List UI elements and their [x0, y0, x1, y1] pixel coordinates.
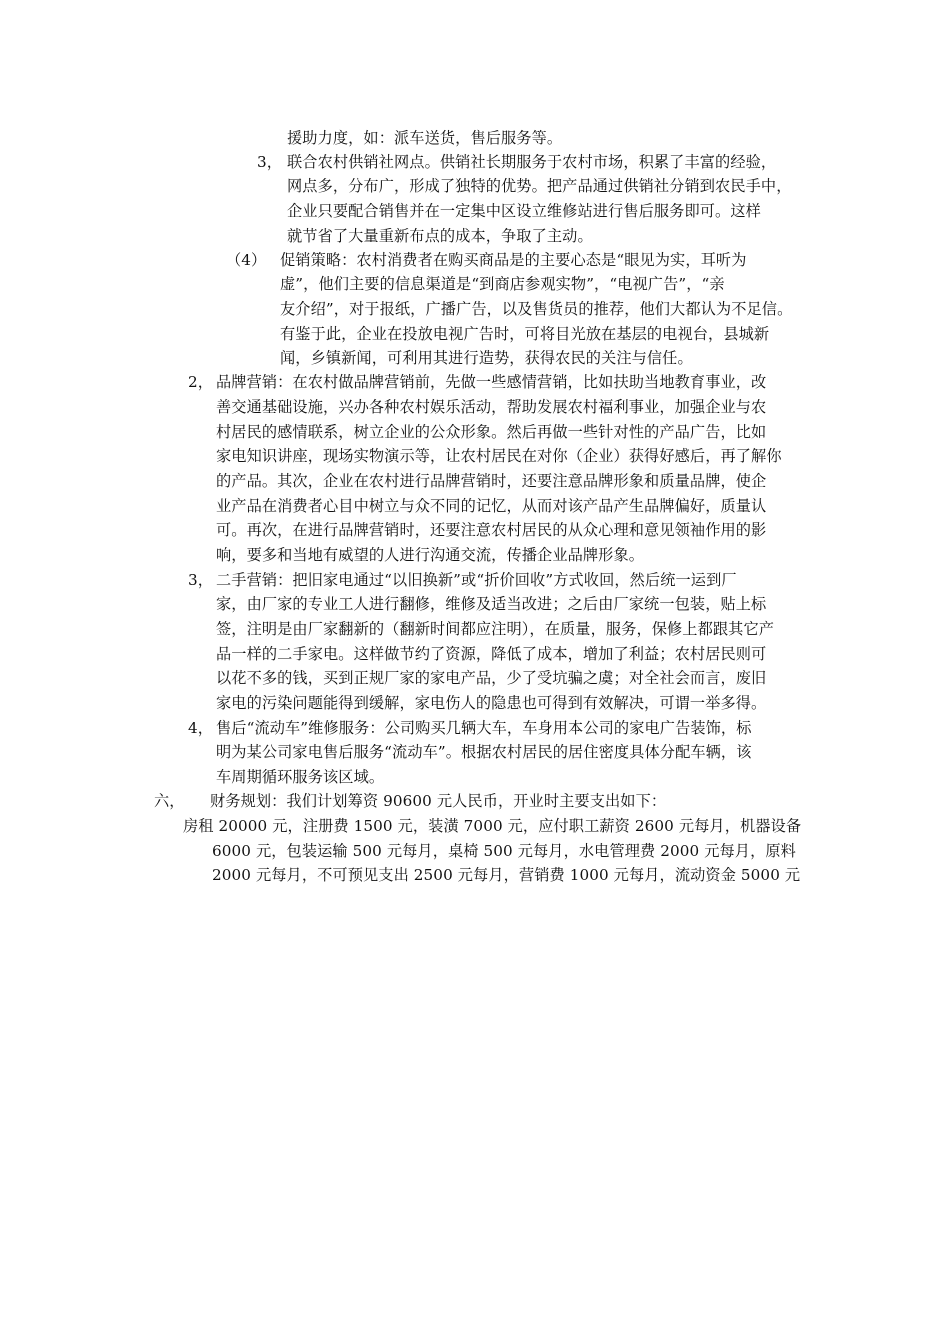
list-number: 2，	[188, 373, 214, 391]
text-line: 明为某公司家电售后服务“流动车”。根据农村居民的居住密度具体分配车辆，该	[216, 743, 752, 761]
text-line: 以花不多的钱，买到正规厂家的家电产品，少了受坑骗之虞；对全社会而言，废旧	[216, 669, 767, 687]
text-line: 车周期循环服务该区域。	[216, 768, 385, 786]
text-line: 虚”，他们主要的信息渠道是“到商店参观实物”，“电视广告”，“亲	[280, 275, 725, 293]
text-line: 网点多，分布广，形成了独特的优势。把产品通过供销社分销到农民手中，	[287, 177, 792, 195]
text-line: 业产品在消费者心目中树立与众不同的记忆，从而对该产品产生品牌偏好，质量认	[216, 497, 767, 515]
text-line: 品一样的二手家电。这样做节约了资源，降低了成本，增加了利益；农村居民则可	[216, 645, 767, 663]
text-line: 可。再次，在进行品牌营销时，还要注意农村居民的从众心理和意见领袖作用的影	[216, 521, 767, 539]
text-line: 企业只要配合销售并在一定集中区设立维修站进行售后服务即可。这样	[287, 202, 761, 220]
text-line: 2000 元每月，不可预见支出 2500 元每月，营销费 1000 元每月，流动资金 5000 元	[212, 866, 801, 884]
text-line: 善交通基础设施，兴办各种农村娱乐活动，帮助发展农村福利事业，加强企业与农	[216, 398, 767, 416]
text-line: 村居民的感情联系，树立企业的公众形象。然后再做一些针对性的产品广告，比如	[216, 423, 767, 441]
text-line: 援助力度，如：派车送货，售后服务等。	[287, 129, 563, 147]
text-line: 联合农村供销社网点。供销社长期服务于农村市场，积累了丰富的经验，	[287, 153, 777, 171]
text-line: 二手营销：把旧家电通过“以旧换新”或“折价回收”方式收回，然后统一运到厂	[216, 571, 737, 589]
text-line: 家电的污染问题能得到缓解，家电伤人的隐患也可得到有效解决，可谓一举多得。	[216, 694, 767, 712]
section-number: 六，	[154, 792, 185, 810]
text-line: 的产品。其次，企业在农村进行品牌营销时，还要注意品牌形象和质量品牌，使企	[216, 472, 767, 490]
list-number: （4）	[226, 251, 267, 269]
text-line: 售后“流动车”维修服务：公司购买几辆大车，车身用本公司的家电广告装饰，标	[216, 719, 752, 737]
text-line: 6000 元，包装运输 500 元每月，桌椅 500 元每月，水电管理费 2000 元每月，原料	[212, 842, 796, 860]
text-line: 房租 20000 元，注册费 1500 元，装潢 7000 元，应付职工薪资 2600 元每月，机器设备	[183, 817, 802, 835]
list-number: 3，	[257, 153, 283, 171]
text-line: 签，注明是由厂家翻新的（翻新时间都应注明），在质量，服务，保修上都跟其它产	[216, 620, 775, 638]
list-number: 3，	[188, 571, 214, 589]
text-line: 家，由厂家的专业工人进行翻修，维修及适当改进；之后由厂家统一包装，贴上标	[216, 595, 767, 613]
list-number: 4，	[188, 719, 214, 737]
text-line: 家电知识讲座，现场实物演示等，让农村居民在对你（企业）获得好感后，再了解你	[216, 447, 782, 465]
text-line: 品牌营销：在农村做品牌营销前，先做一些感情营销，比如扶助当地教育事业，改	[216, 373, 767, 391]
text-line: 促销策略：农村消费者在购买商品是的主要心态是“眼见为实，耳听为	[280, 251, 747, 269]
text-line: 响，要多和当地有威望的人进行沟通交流，传播企业品牌形象。	[216, 546, 645, 564]
text-line: 有鉴于此，企业在投放电视广告时，可将目光放在基层的电视台，县城新	[280, 325, 770, 343]
text-line: 友介绍”，对于报纸，广播广告，以及售货员的推荐，他们大都认为不足信。	[280, 300, 793, 318]
section-heading-line: 财务规划：我们计划筹资 90600 元人民币，开业时主要支出如下：	[210, 792, 667, 810]
text-line: 就节省了大量重新布点的成本，争取了主动。	[287, 227, 593, 245]
text-line: 闻，乡镇新闻，可利用其进行造势，获得农民的关注与信任。	[280, 349, 693, 367]
